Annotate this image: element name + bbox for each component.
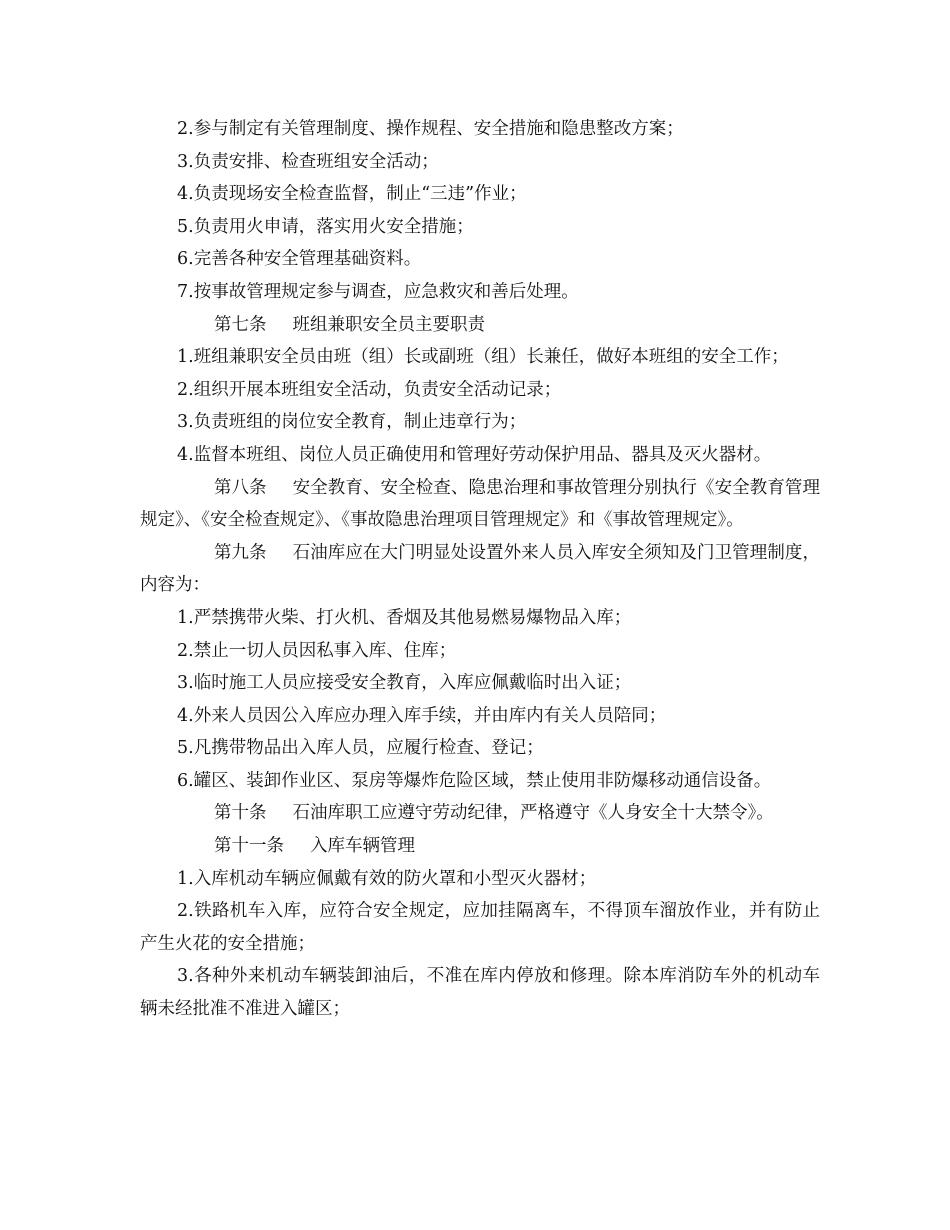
list-item: 6.完善各种安全管理基础资料。 [177, 249, 422, 270]
article-11 [140, 830, 820, 863]
article-9 [140, 537, 820, 602]
list-item: 3.负责安排、检查班组安全活动； [177, 151, 439, 172]
list-item: 4.监督本班组、岗位人员正确使用和管理好劳动保护用品、器具及灭火器材。 [177, 444, 772, 465]
article-number: 第九条 [214, 542, 267, 563]
list-item: 1.严禁携带火柴、打火机、香烟及其他易燃易爆物品入库； [177, 607, 632, 628]
article-7 [140, 309, 820, 342]
list-item: 1.班组兼职安全员由班（组）长或副班（组）长兼任，做好本班组的安全工作； [177, 347, 789, 368]
list-item: 2.铁路机车入库，应符合安全规定，应加挂隔离车，不得顶车溜放作业，并有防止产生火花的安全措施； [140, 901, 820, 954]
article-text: 石油库职工应遵守劳动纪律，严格遵守《人身安全十大禁令》。 [292, 803, 774, 824]
article-8 [140, 472, 820, 537]
list-item: 2.参与制定有关管理制度、操作规程、安全措施和隐患整改方案； [177, 119, 684, 139]
list-item: 5.负责用火申请，落实用火安全措施； [177, 216, 474, 237]
list-item: 6.罐区、装卸作业区、泵房等爆炸危险区域，禁止使用非防爆移动通信设备。 [177, 770, 772, 791]
article-text: 石油库应在大门明显处设置外来人员入库安全须知及门卫管理制度，内容为： [140, 542, 820, 596]
article-number: 第十一条 [214, 836, 284, 857]
article-text: 班组兼职安全员主要职责 [292, 314, 485, 335]
list-item: 2.禁止一切人员因私事入库、住库； [177, 640, 457, 661]
article-number: 第八条 [214, 477, 267, 498]
list-item: 7.按事故管理规定参与调查，应急救灾和善后处理。 [177, 281, 579, 302]
list-item: 3.各种外来机动车辆装卸油后，不准在库内停放和修理。除本库消防车外的机动车辆未经批准不准进入罐区； [140, 966, 820, 1020]
list-item: 1.入库机动车辆应佩戴有效的防火罩和小型灭火器材； [177, 868, 597, 889]
list-item: 3.负责班组的岗位安全教育，制止违章行为； [177, 412, 527, 433]
list-item: 4.负责现场安全检查监督，制止“三违”作业； [177, 184, 527, 205]
article-10 [140, 797, 820, 830]
article-number: 第七条 [214, 314, 267, 335]
article-number: 第十条 [214, 803, 267, 824]
document-body [140, 113, 820, 1026]
list-item: 3.临时施工人员应接受安全教育，入库应佩戴临时出入证； [177, 673, 632, 694]
article-text: 安全教育、安全检查、隐患治理和事故管理分别执行《安全教育管理规定》、《安全检查规定》、《事故隐患治理项目管理规定》和《事故管理规定》。 [140, 477, 820, 531]
list-item: 5.凡携带物品出入库人员，应履行检查、登记； [177, 738, 544, 759]
list-item: 2.组织开展本班组安全活动，负责安全活动记录； [177, 379, 562, 400]
article-text: 入库车辆管理 [310, 836, 415, 857]
list-item: 4.外来人员因公入库应办理入库手续，并由库内有关人员陪同； [177, 705, 667, 726]
